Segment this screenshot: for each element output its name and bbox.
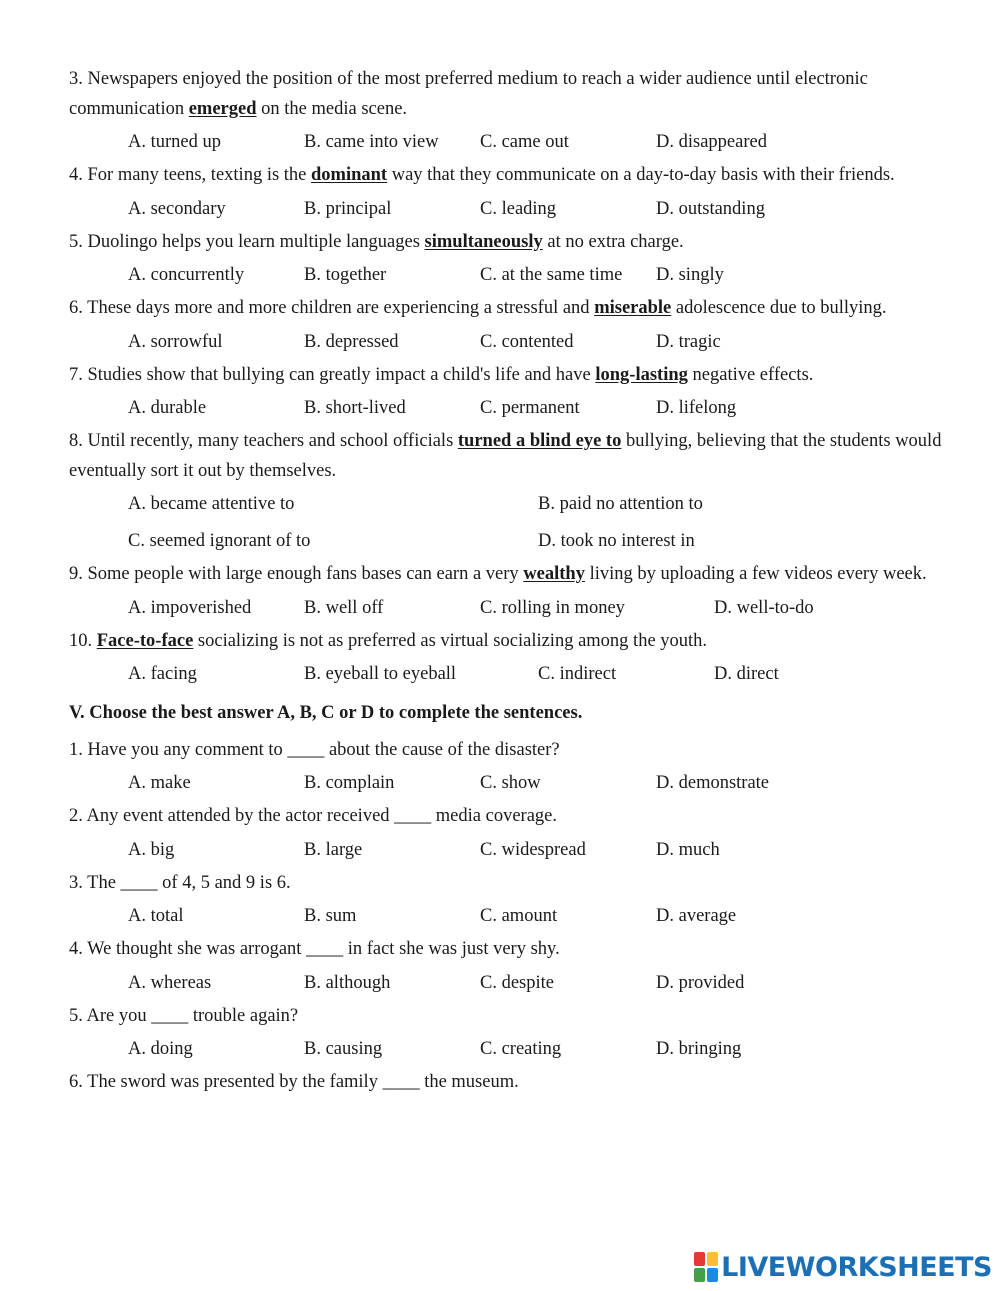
options-row — [69, 590, 949, 627]
options-row — [69, 124, 949, 161]
question-10: 10. Face-to-face socializing is not as preferred as virtual socializing among the youth. — [69, 630, 708, 651]
option-a[interactable]: A. doing — [128, 1039, 193, 1059]
option-c[interactable]: C. came out — [480, 132, 569, 152]
question-8: 8. Until recently, many teachers and school officials turned a blind eye to bullying, believing that the students would eventually sort it out by themselves. — [69, 431, 942, 481]
option-c[interactable]: C. rolling in money — [480, 597, 625, 618]
option-d[interactable]: D. much — [656, 839, 720, 860]
option-c[interactable]: C. despite — [480, 972, 554, 993]
option-a[interactable]: A. whereas — [128, 972, 212, 993]
option-a[interactable]: A. total — [128, 906, 184, 926]
option-d[interactable]: D. took no interest in — [538, 531, 695, 551]
option-b[interactable]: B. depressed — [304, 331, 399, 352]
option-b[interactable]: B. complain — [304, 773, 395, 793]
question-v5: 5. Are you ____ trouble again? — [69, 1005, 299, 1026]
options-row — [69, 832, 949, 869]
worksheet-page — [69, 65, 949, 1098]
option-b[interactable]: B. paid no attention to — [538, 494, 703, 514]
option-b[interactable]: B. although — [304, 972, 391, 993]
options-row — [69, 390, 949, 427]
option-b[interactable]: B. together — [304, 265, 387, 285]
option-b[interactable]: B. short-lived — [304, 398, 406, 418]
option-c[interactable]: C. widespread — [480, 839, 586, 860]
option-d[interactable]: D. disappeared — [656, 132, 767, 152]
question-v2: 2. Any event attended by the actor received ____ media coverage. — [69, 806, 557, 826]
question-7: 7. Studies show that bullying can greatly impact a child's life and have long-lasting negative effects. — [69, 364, 814, 385]
keyword: long-lasting — [595, 364, 688, 385]
question-v6: 6. The sword was presented by the family ____ the museum. — [69, 1072, 519, 1092]
options-row — [69, 965, 949, 1002]
options-row — [69, 191, 949, 228]
section-heading: V. Choose the best answer A, B, C or D to complete the sentences. — [69, 703, 583, 723]
option-d[interactable]: D. bringing — [656, 1039, 742, 1059]
option-b[interactable]: B. causing — [304, 1039, 383, 1059]
option-c[interactable]: C. leading — [480, 198, 557, 219]
option-b[interactable]: B. large — [304, 839, 363, 860]
option-c[interactable]: C. seemed ignorant of to — [128, 531, 311, 551]
option-a[interactable]: A. make — [128, 773, 191, 793]
option-c[interactable]: C. amount — [480, 906, 558, 926]
option-d[interactable]: D. singly — [656, 265, 724, 285]
option-c[interactable]: C. show — [480, 773, 541, 793]
option-a[interactable]: A. durable — [128, 398, 207, 418]
keyword: Face-to-face — [96, 630, 194, 651]
question-5: 5. Duolingo helps you learn multiple languages simultaneously at no extra charge. — [69, 231, 684, 252]
question-v1: 1. Have you any comment to ____ about the cause of the disaster? — [69, 739, 560, 760]
option-c[interactable]: C. contented — [480, 331, 574, 352]
keyword: turned a blind eye to — [457, 431, 622, 451]
question-4: 4. For many teens, texting is the dominant way that they communicate on a day-to-day basis with their friends. — [69, 165, 895, 185]
option-a[interactable]: A. sorrowful — [128, 331, 223, 352]
keyword: emerged — [188, 98, 257, 119]
logo-text: LIVEWORKSHEETS — [721, 1251, 992, 1283]
options-row — [69, 898, 949, 935]
option-a[interactable]: A. big — [128, 839, 175, 860]
option-a[interactable]: A. impoverished — [128, 597, 252, 618]
option-a[interactable]: A. facing — [128, 664, 197, 684]
options-row — [69, 486, 949, 523]
logo-mark-icon — [694, 1252, 718, 1282]
option-c[interactable]: C. indirect — [538, 664, 617, 684]
option-c[interactable]: C. permanent — [480, 398, 580, 418]
option-d[interactable]: D. lifelong — [656, 398, 737, 418]
keyword: simultaneously — [424, 231, 543, 252]
option-b[interactable]: B. principal — [304, 198, 392, 219]
option-d[interactable]: D. direct — [714, 664, 779, 684]
option-d[interactable]: D. provided — [656, 972, 745, 993]
options-row — [69, 324, 949, 361]
question-v4: 4. We thought she was arrogant ____ in fact she was just very shy. — [69, 939, 560, 959]
keyword: dominant — [311, 165, 388, 185]
option-a[interactable]: A. secondary — [128, 198, 226, 219]
options-row — [69, 257, 949, 294]
question-6: 6. These days more and more children are experiencing a stressful and miserable adolescence due to bullying. — [69, 298, 887, 318]
option-d[interactable]: D. well-to-do — [714, 597, 814, 618]
option-b[interactable]: B. came into view — [304, 132, 439, 152]
option-b[interactable]: B. eyeball to eyeball — [304, 664, 457, 684]
question-v3: 3. The ____ of 4, 5 and 9 is 6. — [69, 872, 291, 893]
option-b[interactable]: B. sum — [304, 906, 357, 926]
option-b[interactable]: B. well off — [304, 597, 384, 618]
keyword: wealthy — [523, 564, 585, 584]
option-c[interactable]: C. at the same time — [480, 265, 623, 285]
liveworksheets-logo — [694, 1249, 992, 1285]
option-d[interactable]: D. demonstrate — [656, 773, 770, 793]
keyword: miserable — [594, 298, 672, 318]
question-3: 3. Newspapers enjoyed the position of the most preferred medium to reach a wider audience until electronic communication emerged on the media scene. — [69, 69, 868, 119]
options-row — [69, 656, 949, 693]
option-a[interactable]: A. turned up — [128, 132, 221, 152]
option-a[interactable]: A. became attentive to — [128, 494, 295, 514]
option-d[interactable]: D. tragic — [656, 331, 721, 352]
option-d[interactable]: D. average — [656, 906, 737, 926]
option-d[interactable]: D. outstanding — [656, 198, 765, 219]
options-row — [69, 523, 949, 560]
question-9: 9. Some people with large enough fans bases can earn a very wealthy living by uploading a few videos every week. — [69, 564, 927, 584]
options-row — [69, 1031, 949, 1068]
option-a[interactable]: A. concurrently — [128, 265, 245, 285]
option-c[interactable]: C. creating — [480, 1039, 562, 1059]
options-row — [69, 765, 949, 802]
